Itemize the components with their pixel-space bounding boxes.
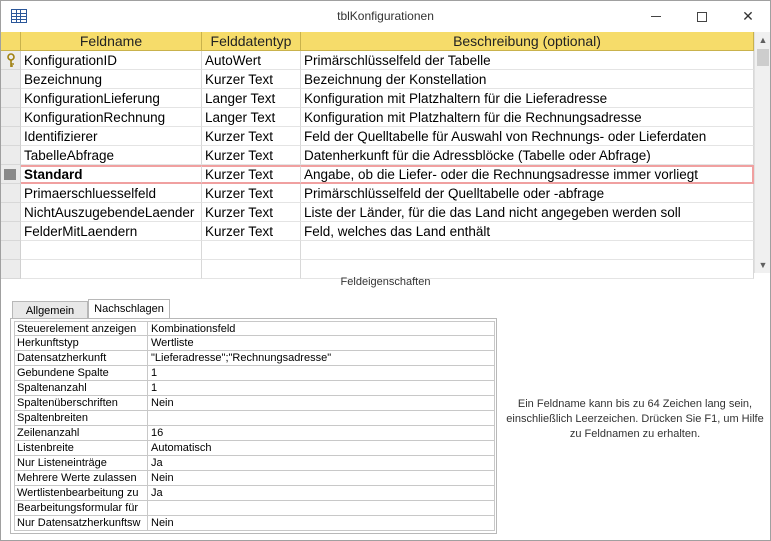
row-selector[interactable] [1, 108, 21, 127]
field-name-cell[interactable]: TabelleAbfrage [21, 146, 202, 165]
field-name-cell[interactable]: KonfigurationLieferung [21, 89, 202, 108]
close-button[interactable] [725, 1, 771, 32]
tab-nachschlagen[interactable]: Nachschlagen [88, 299, 170, 318]
data-type-cell[interactable]: Langer Text [202, 89, 301, 108]
description-cell[interactable]: Datenherkunft für die Adressblöcke (Tabelle oder Abfrage) [301, 146, 754, 165]
property-sheet [10, 318, 497, 534]
row-selector[interactable] [1, 70, 21, 89]
description-cell[interactable]: Konfiguration mit Platzhaltern für die Lieferadresse [301, 89, 754, 108]
field-name-cell[interactable]: KonfigurationID [21, 51, 202, 70]
description-cell[interactable]: Angabe, ob die Liefer- oder die Rechnungsadresse immer vorliegt [301, 165, 754, 184]
scroll-down-icon[interactable]: ▼ [758, 260, 768, 270]
property-row[interactable] [14, 381, 495, 396]
row-selector[interactable] [1, 184, 21, 203]
property-value[interactable]: Automatisch [147, 441, 495, 456]
property-value[interactable]: Ja [147, 486, 495, 501]
field-name-cell[interactable]: Primaerschluesselfeld [21, 184, 202, 203]
row-selector[interactable] [1, 222, 21, 241]
property-row[interactable] [14, 411, 495, 426]
property-value[interactable]: 1 [147, 366, 495, 381]
table-row[interactable] [1, 127, 754, 146]
property-row[interactable] [14, 456, 495, 471]
data-type-cell[interactable]: Langer Text [202, 108, 301, 127]
property-label: Bearbeitungsformular für [14, 501, 147, 516]
property-row[interactable] [14, 366, 495, 381]
property-label: Nur Datensatzherkunftsw [14, 516, 147, 531]
property-value[interactable] [147, 501, 495, 516]
property-label: Zeilenanzahl [14, 426, 147, 441]
property-row[interactable] [14, 426, 495, 441]
row-selector[interactable] [1, 241, 21, 260]
property-row[interactable] [14, 471, 495, 486]
title-bar [1, 1, 770, 32]
property-label: Nur Listeneinträge [14, 456, 147, 471]
description-cell[interactable]: Liste der Länder, für die das Land nicht angegeben werden soll [301, 203, 754, 222]
data-type-cell[interactable]: Kurzer Text [202, 70, 301, 89]
property-label: Listenbreite [14, 441, 147, 456]
property-label: Wertlistenbearbeitung zu [14, 486, 147, 501]
field-name-cell[interactable] [21, 241, 202, 260]
property-value[interactable]: Nein [147, 516, 495, 531]
help-text: Ein Feldname kann bis zu 64 Zeichen lang sein, einschließlich Leerzeichen. Drücken Sie F1, um Hilfe zu Feldnamen zu erhalten. [506, 398, 764, 440]
field-name-cell[interactable]: Standard [21, 165, 202, 184]
tab-allgemein[interactable]: Allgemein [12, 301, 88, 318]
property-row[interactable] [14, 336, 495, 351]
table-row[interactable] [1, 89, 754, 108]
column-header-felddatentyp[interactable]: Felddatentyp [202, 32, 301, 51]
description-cell[interactable] [301, 241, 754, 260]
property-value[interactable]: Kombinationsfeld [147, 321, 495, 336]
table-row[interactable] [1, 222, 754, 241]
property-row[interactable] [14, 321, 495, 336]
column-header-feldname[interactable]: Feldname [21, 32, 202, 51]
property-value[interactable]: Wertliste [147, 336, 495, 351]
property-label: Spaltenüberschriften [14, 396, 147, 411]
maximize-icon [697, 12, 707, 22]
scroll-up-icon[interactable]: ▲ [758, 35, 768, 45]
property-value[interactable]: Nein [147, 396, 495, 411]
table-row[interactable] [1, 203, 754, 222]
row-selector[interactable] [1, 51, 21, 70]
property-label: Mehrere Werte zulassen [14, 471, 147, 486]
row-selector[interactable] [1, 127, 21, 146]
property-row[interactable] [14, 501, 495, 516]
row-selector[interactable] [1, 146, 21, 165]
maximize-button[interactable] [679, 1, 725, 32]
data-type-cell[interactable] [202, 241, 301, 260]
description-cell[interactable]: Feld, welches das Land enthält [301, 222, 754, 241]
data-type-cell[interactable]: Kurzer Text [202, 184, 301, 203]
scroll-thumb[interactable] [757, 49, 769, 66]
description-cell[interactable]: Primärschlüsselfeld der Quelltabelle oder -abfrage [301, 184, 754, 203]
property-value[interactable]: 16 [147, 426, 495, 441]
row-selector[interactable] [1, 165, 21, 184]
minimize-button[interactable] [633, 1, 679, 32]
property-label: Spaltenanzahl [14, 381, 147, 396]
table-row[interactable] [1, 146, 754, 165]
row-selector[interactable] [1, 89, 21, 108]
window-title: tblKonfigurationen [337, 9, 434, 23]
data-type-cell[interactable]: Kurzer Text [202, 146, 301, 165]
property-label: Datensatzherkunft [14, 351, 147, 366]
data-type-cell[interactable]: Kurzer Text [202, 127, 301, 146]
field-name-cell[interactable]: Identifizierer [21, 127, 202, 146]
property-value[interactable] [147, 411, 495, 426]
row-selector[interactable] [1, 203, 21, 222]
description-cell[interactable]: Bezeichnung der Konstellation [301, 70, 754, 89]
minimize-icon [651, 16, 661, 17]
table-row[interactable] [1, 51, 754, 70]
property-value[interactable]: Ja [147, 456, 495, 471]
table-row[interactable] [1, 184, 754, 203]
field-name-cell[interactable]: FelderMitLaendern [21, 222, 202, 241]
property-value[interactable]: 1 [147, 381, 495, 396]
table-row[interactable] [1, 108, 754, 127]
field-name-cell[interactable]: KonfigurationRechnung [21, 108, 202, 127]
property-row[interactable] [14, 486, 495, 501]
property-row[interactable] [14, 351, 495, 366]
data-type-cell[interactable]: Kurzer Text [202, 222, 301, 241]
description-cell[interactable]: Konfiguration mit Platzhaltern für die Rechnungsadresse [301, 108, 754, 127]
field-name-cell[interactable]: NichtAuszugebendeLaender [21, 203, 202, 222]
description-cell[interactable]: Primärschlüsselfeld der Tabelle [301, 51, 754, 70]
property-label: Spaltenbreiten [14, 411, 147, 426]
property-label: Herkunftstyp [14, 336, 147, 351]
vertical-scrollbar[interactable] [754, 32, 770, 273]
field-design-grid [1, 32, 754, 273]
property-value[interactable]: "Lieferadresse";"Rechnungsadresse" [147, 351, 495, 366]
data-type-cell[interactable]: Kurzer Text [202, 165, 301, 184]
property-label: Gebundene Spalte [14, 366, 147, 381]
field-name-cell[interactable]: Bezeichnung [21, 70, 202, 89]
description-cell[interactable]: Feld der Quelltabelle für Auswahl von Rechnungs- oder Lieferdaten [301, 127, 754, 146]
property-row[interactable] [14, 396, 495, 411]
table-row[interactable] [1, 241, 754, 260]
data-type-cell[interactable]: Kurzer Text [202, 203, 301, 222]
table-row[interactable] [1, 165, 754, 184]
row-selector-header[interactable] [1, 32, 21, 51]
data-type-cell[interactable]: AutoWert [202, 51, 301, 70]
section-label-feldeigenschaften: Feldeigenschaften [340, 276, 431, 288]
column-header-beschreibung[interactable]: Beschreibung (optional) [301, 32, 754, 51]
property-value[interactable]: Nein [147, 471, 495, 486]
close-icon: ✕ [742, 8, 754, 24]
property-row[interactable] [14, 441, 495, 456]
property-row[interactable] [14, 516, 495, 531]
key-icon [5, 53, 17, 68]
table-row[interactable] [1, 70, 754, 89]
property-label: Steuerelement anzeigen [14, 321, 147, 336]
